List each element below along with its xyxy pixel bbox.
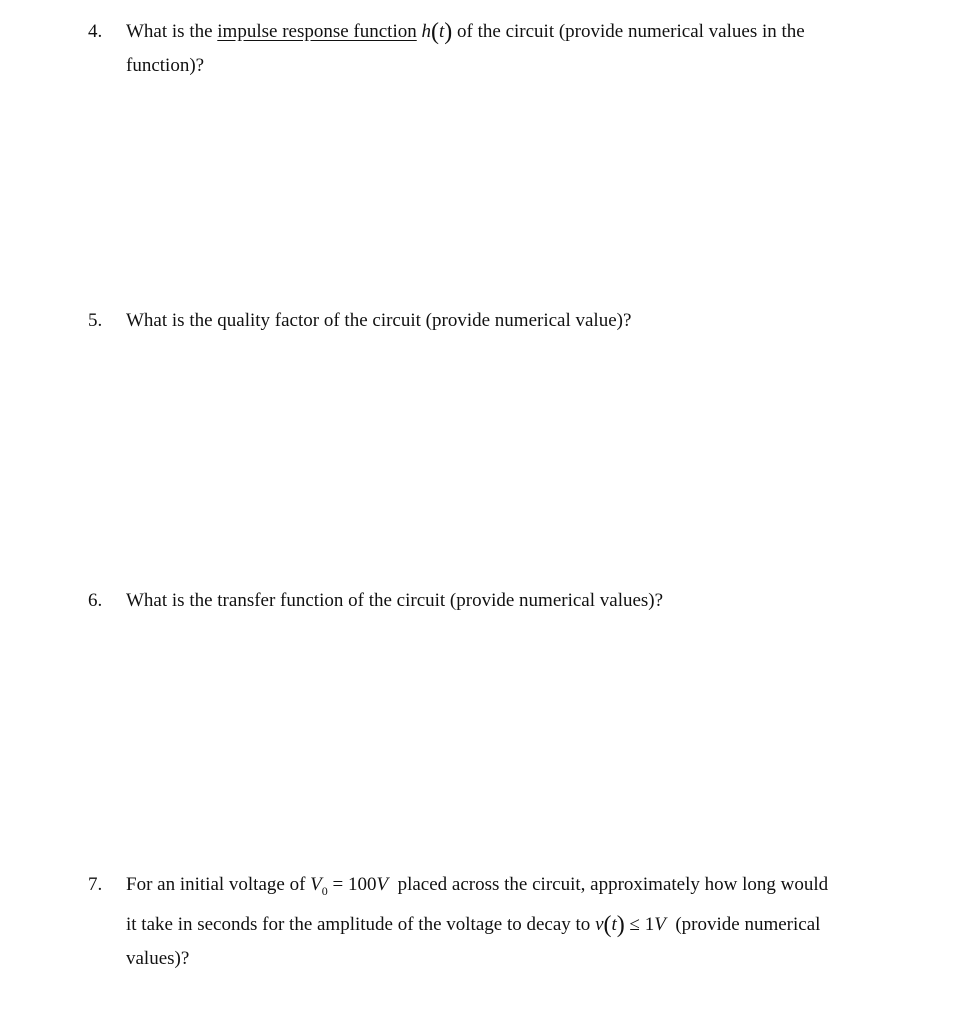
math-variable: V — [310, 874, 322, 895]
math-variable: t — [439, 21, 445, 42]
text-segment: What is the — [126, 21, 218, 42]
question-line — [126, 15, 896, 49]
question-line: What is the transfer function of the circuit (provide numerical values)? — [126, 590, 664, 611]
text-segment: For an initial voltage of — [126, 874, 311, 895]
text-segment: placed across the circuit, approximately how long would — [388, 874, 829, 895]
question-text — [126, 304, 896, 338]
question-line — [126, 868, 896, 908]
question-number: 7. — [88, 874, 103, 895]
math-expression — [310, 874, 389, 898]
question-text — [126, 15, 896, 83]
math-relation: = 100 — [327, 874, 377, 895]
math-subscript: 0 — [321, 884, 328, 898]
question-text — [126, 868, 896, 976]
math-unit: V — [376, 874, 389, 895]
question-line: values)? — [126, 948, 190, 969]
math-function: v — [595, 914, 604, 935]
math-relation: ≤ 1 — [624, 914, 655, 935]
question-number: 5. — [88, 310, 103, 331]
question-number: 4. — [88, 21, 103, 42]
question-line — [126, 908, 896, 942]
math-function: h — [421, 21, 431, 42]
question-number: 6. — [88, 590, 103, 611]
underlined-term: impulse response function — [217, 21, 417, 42]
question-line: function)? — [126, 55, 205, 76]
math-expression: h(t) — [421, 19, 453, 45]
text-segment: it take in seconds for the amplitude of the voltage to decay to — [126, 914, 596, 935]
math-variable: t — [611, 914, 617, 935]
text-segment: of the circuit (provide numerical values in the — [452, 21, 805, 42]
question-line: What is the quality factor of the circuit (provide numerical value)? — [126, 310, 632, 331]
math-expression: v(t) ≤ 1V — [595, 912, 666, 938]
question-text — [126, 584, 896, 618]
text-segment: (provide numerical — [665, 914, 821, 935]
math-unit: V — [654, 914, 666, 935]
